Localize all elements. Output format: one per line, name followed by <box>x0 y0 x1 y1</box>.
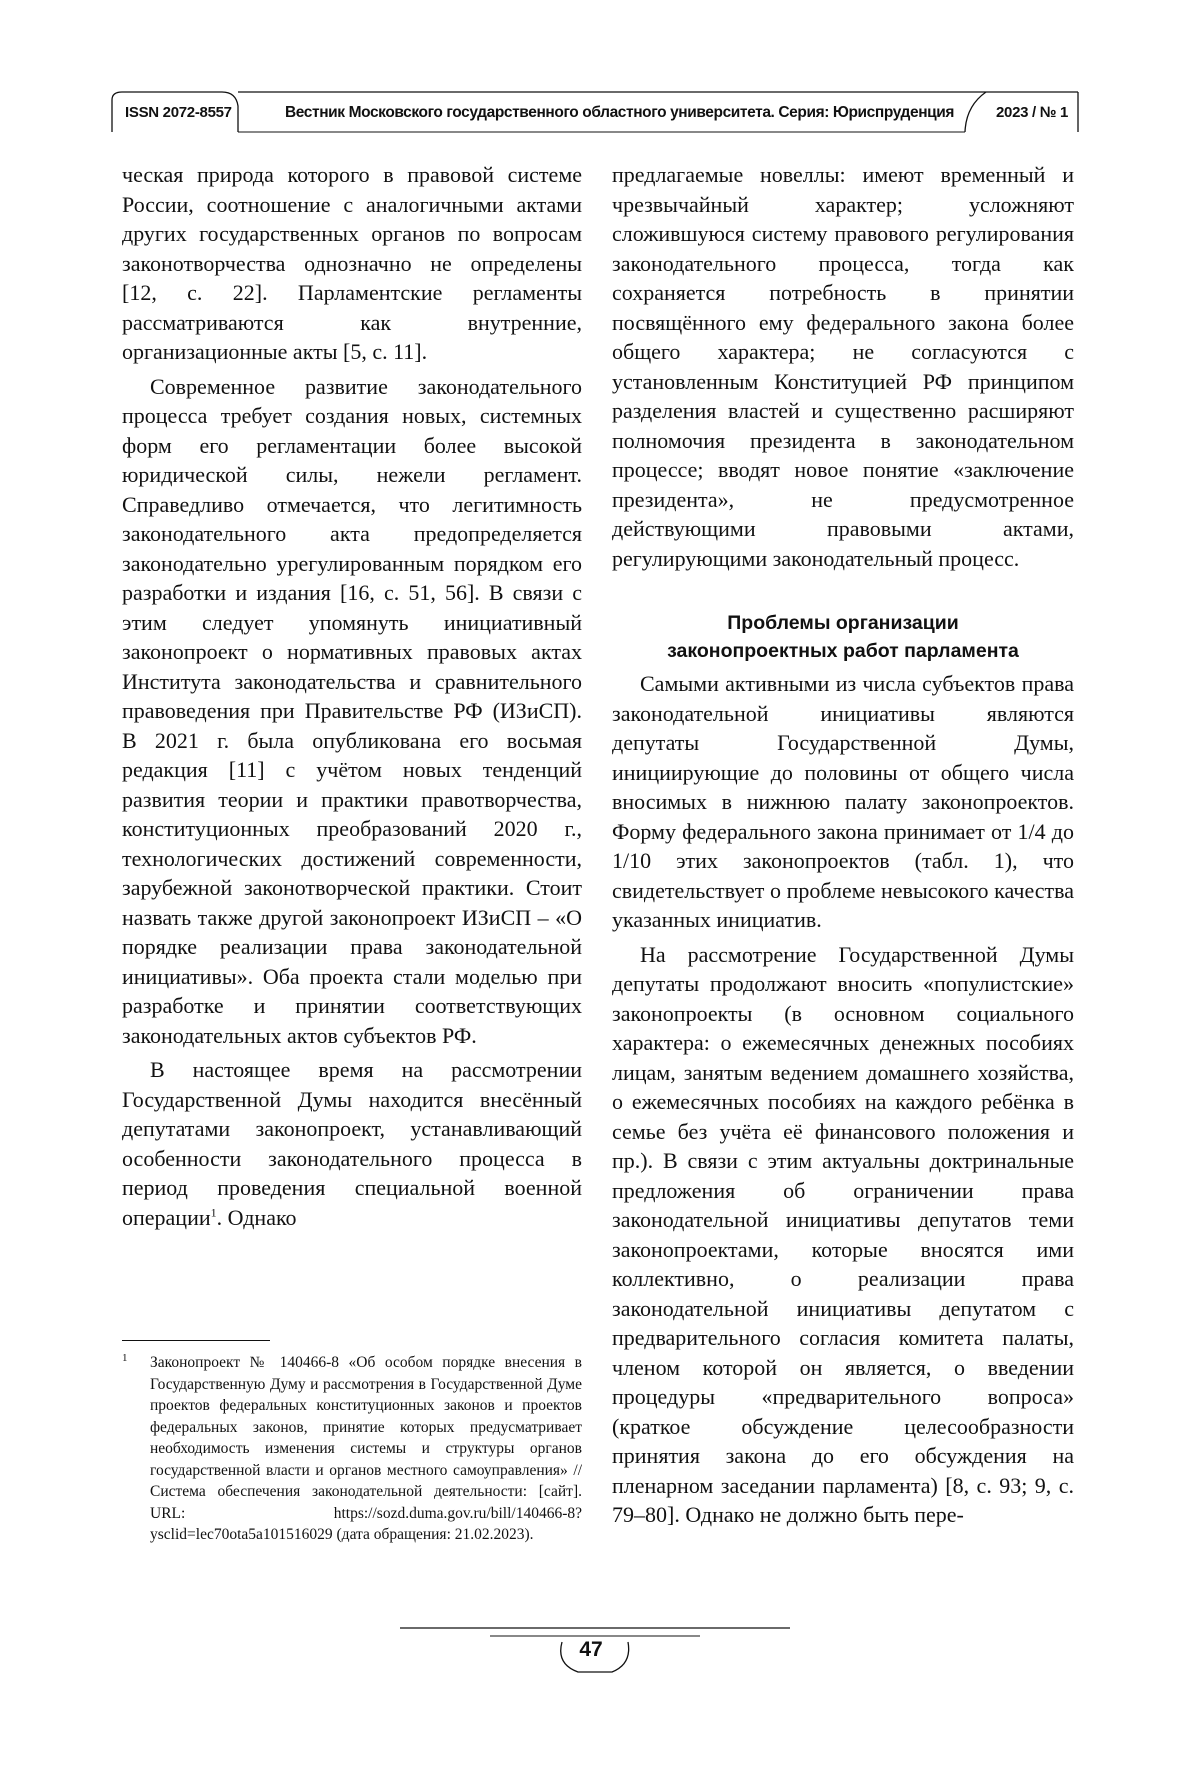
paragraph: На рассмотрение Государственной Думы депутаты продолжают вносить «популистские» законопроекты (в основном социального характера: о ежемесячных денежных пособиях лицам, занятым ведением домашнего хозяйства, о ежемесячных пособиях на каждого ребёнка в семье без учёта её финансового положения и пр.). В связи с этим актуальны доктринальные предложения об ограничении права законодательной инициативы депутатов теми законопроектами, которые вносятся ими коллективно, о реализации права законодательной инициативы депутатом с предварительного согласия комитета палаты, членом которой он является, о введении процедуры «предварительного вопроса» (краткое обсуждение целесообразности принятия закона до его обсуждения на пленарном заседании парламента) [8, с. 93; 9, с. 79–80]. Однако не должно быть пере- <box>612 941 1074 1527</box>
footnote-number: 1 <box>122 1352 128 1364</box>
page-footer <box>0 1620 1200 1700</box>
paragraph: Самыми активными из числа субъектов права законодательной инициативы являются депутаты Государственной Думы, инициирующие до половины от общего числа вносимых в нижнюю палату законопроектов. Форму федерального закона принимает от 1/4 до 1/10 этих законопроектов (табл. 1), что свидетельствует о проблеме невысокого качества указанных инициатив. <box>612 671 1074 932</box>
page-number: 47 <box>579 1638 603 1661</box>
footnote-ref[interactable]: 1 <box>210 1205 217 1220</box>
paragraph: ческая природа которого в правовой системе России, соотношение с аналогичными актами других государственных органов по вопросам законотворчества однозначно не определены [12, с. 22]. Парламентские регламенты рассматриваются как внутренние, организационные акты [5, с. 11]. <box>122 162 582 364</box>
paragraph-text: В настоящее время на рассмотрении Государственной Думы находится внесённый депутатами законопроект, устанавливающий особенности законодательного процесса в период проведения специальной военной операции <box>122 1057 582 1230</box>
footnote <box>122 1352 582 1546</box>
running-header <box>0 0 1200 140</box>
paragraph-tail: . Однако <box>216 1204 297 1230</box>
issue-number: 2023 / № 1 <box>996 104 1069 121</box>
section-heading-line: законопроектных работ парламента <box>667 640 1019 662</box>
section-heading-line: Проблемы организации <box>727 612 959 634</box>
left-column <box>122 160 582 1237</box>
footnote-divider <box>122 1340 270 1341</box>
paragraph: Современное развитие законодательного процесса требует создания новых, системных форм его регламентации более высокой юридической силы, нежели регламент. Справедливо отмечается, что легитимность законодательного акта предопределяется законодательно урегулированным порядком его разработки и издания [16, с. 51, 56]. В связи с этим следует упомянуть инициативный законопроект о нормативных правовых актах Института законодательства и сравнительного правоведения при Правительстве РФ (ИЗиСП). В 2021 г. была опубликована его восьмая редакция [11] с учётом новых тенденций развития теории и практики правотворчества, конституционных преобразований 2020 г., технологических достижений современности, зарубежной законотворческой практики. Стоит назвать также другой законопроект ИЗиСП – «О порядке реализации права законодательной инициативы». Оба проекта стали моделью при разработке и принятии соответствующих законодательных актов субъектов РФ. <box>122 373 582 1048</box>
journal-title: Вестник Московского государственного областного университета. Серия: Юриспруденция <box>285 104 955 121</box>
paragraph <box>122 1055 582 1232</box>
section-heading <box>612 609 1074 665</box>
paragraph: предлагаемые новеллы: имеют временный и чрезвычайный характер; усложняют сложившуюся систему правового регулирования законодательного процесса, тогда как сохраняется потребность в принятии посвящённого ему федерального закона более общего характера; не согласуются с установленным Конституцией РФ принципом разделения властей и существенно расширяют полномочия президента в законодательном процессе; вводят новое понятие «заключение президента», не предусмотренное действующими правовыми актами, регулирующими законодательный процесс. <box>612 162 1074 571</box>
footnote-text: Законопроект № 140466-8 «Об особом порядке внесения в Государственную Думу и рассмотрения в Государственной Думе проектов федеральных конституционных законов и проектов федеральных законов, принятие которых предусматривает необходимость изменения системы и структуры органов государственной власти и органов местного самоуправления» // Система обеспечения законодательной деятельности: [сайт]. URL: https://sozd.duma.gov.ru/bill/140466-8?ysclid=lec70ota5a101516029 (дата обращения: 21.02.2023). <box>150 1354 582 1543</box>
issn: ISSN 2072-8557 <box>125 104 232 121</box>
right-column <box>612 160 1074 1535</box>
